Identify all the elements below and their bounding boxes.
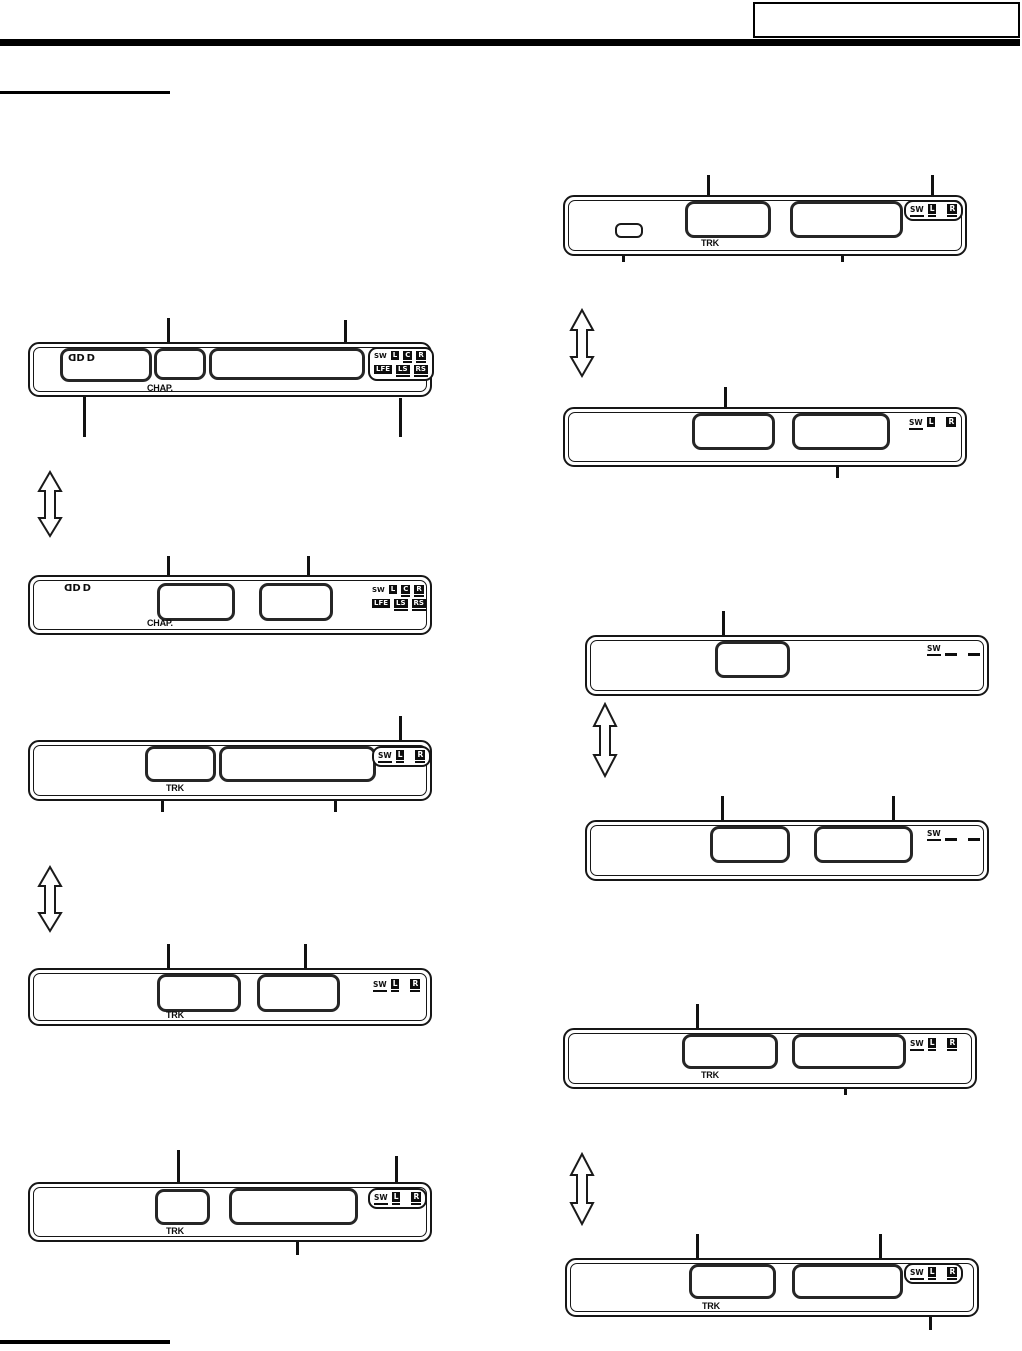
sw-indicator: SW [378, 752, 392, 763]
r-indicator: R [947, 1038, 957, 1051]
r-indicator: R [410, 979, 420, 992]
lfe-indicator: LFE [376, 365, 391, 373]
display-panel-1 [28, 342, 432, 397]
rs-indicator: RS [412, 599, 426, 611]
sw-indicator: SW [927, 830, 941, 841]
r-indicator: R [414, 585, 423, 597]
ls-indicator: LS [394, 599, 408, 611]
display-panel-4 [28, 968, 432, 1026]
unlit-r-indicator [968, 838, 980, 841]
chapter-label: CHAP. [147, 618, 173, 628]
channel-indicators [904, 200, 963, 221]
track-label: TRK [701, 238, 719, 248]
l-indicator: L [396, 750, 405, 763]
l-indicator: L [928, 1038, 937, 1051]
display-box [689, 1264, 776, 1299]
sw-indicator: SW [909, 419, 923, 430]
track-label: TRK [702, 1301, 720, 1311]
updown-arrow-icon [569, 308, 595, 378]
r-indicator: R [947, 1267, 957, 1280]
sw-indicator: SW [373, 981, 387, 992]
display-box [219, 746, 376, 782]
display-box [157, 974, 241, 1012]
display-box [685, 201, 771, 238]
dolby-digital-icon: D D D [64, 583, 91, 594]
display-box [792, 413, 890, 450]
display-panel-3 [28, 740, 432, 801]
l-indicator: L [928, 1267, 937, 1280]
display-panel-8 [585, 635, 989, 696]
footer-rule [0, 1340, 170, 1344]
channel-indicators [910, 1038, 957, 1051]
channel-indicators [372, 585, 426, 611]
display-panel-2 [28, 575, 432, 635]
display-box [229, 1188, 358, 1225]
sw-indicator: SW [910, 206, 924, 217]
l-indicator: L [391, 979, 400, 992]
display-panel-9 [585, 820, 989, 881]
display-box [692, 413, 775, 450]
sw-indicator: SW [910, 1269, 924, 1280]
display-box [790, 201, 903, 238]
display-box [710, 826, 790, 863]
display-box [145, 746, 216, 782]
channel-indicators [904, 1263, 963, 1284]
display-box [792, 1034, 906, 1069]
channel-indicators [373, 979, 420, 992]
dolby-digital-icon: D D D [68, 353, 95, 364]
display-box [259, 583, 333, 621]
channel-indicators [368, 1188, 427, 1209]
display-box [257, 974, 340, 1012]
c-indicator: C [401, 585, 410, 597]
channel-indicators [927, 830, 980, 841]
channel-indicators [927, 645, 980, 656]
r-indicator: R [948, 417, 955, 426]
track-label: TRK [701, 1070, 719, 1080]
updown-arrow-icon [37, 470, 63, 538]
r-indicator: R [415, 750, 425, 763]
rs-indicator: RS [414, 365, 428, 377]
track-label: TRK [166, 783, 184, 793]
unlit-l-indicator [945, 653, 957, 656]
r-indicator: R [947, 204, 957, 217]
display-box [682, 1034, 778, 1069]
header-rule [0, 39, 1020, 46]
l-indicator: L [392, 351, 398, 359]
section-underline [0, 91, 170, 94]
l-indicator: L [390, 585, 396, 593]
sw-indicator: SW [374, 352, 387, 360]
track-label: TRK [166, 1010, 184, 1020]
indicator-pill [615, 223, 643, 238]
sw-indicator: SW [372, 586, 385, 594]
callout-line [399, 398, 402, 437]
header-note-box [753, 2, 1020, 38]
display-panel-6 [563, 195, 967, 256]
track-label: TRK [166, 1226, 184, 1236]
channel-indicators [909, 417, 956, 430]
c-indicator: C [403, 351, 412, 363]
unlit-r-indicator [968, 653, 980, 656]
display-box [715, 641, 790, 678]
lfe-indicator: LFE [374, 599, 389, 607]
display-box [157, 583, 235, 621]
display-box [155, 1189, 210, 1225]
unlit-l-indicator [945, 838, 957, 841]
sw-indicator: SW [927, 645, 941, 656]
display-panel-7 [563, 407, 967, 467]
ls-indicator: LS [396, 365, 410, 377]
sw-indicator: SW [910, 1040, 924, 1051]
display-box [209, 348, 365, 380]
display-box [60, 348, 152, 382]
channel-indicators [372, 746, 431, 767]
l-indicator: L [928, 204, 937, 217]
updown-arrow-icon [592, 702, 618, 778]
sw-indicator: SW [374, 1194, 388, 1205]
display-box [814, 826, 913, 863]
l-indicator: L [928, 417, 934, 426]
chapter-label: CHAP. [147, 383, 173, 393]
display-panel-5 [28, 1182, 432, 1242]
display-panel-10 [563, 1028, 977, 1089]
channel-indicators [368, 347, 434, 381]
display-panel-11 [565, 1258, 979, 1317]
r-indicator: R [416, 351, 425, 363]
updown-arrow-icon [569, 1152, 595, 1226]
updown-arrow-icon [37, 865, 63, 933]
r-indicator: R [411, 1192, 421, 1205]
display-box [792, 1264, 903, 1299]
display-box [154, 348, 206, 380]
l-indicator: L [392, 1192, 401, 1205]
